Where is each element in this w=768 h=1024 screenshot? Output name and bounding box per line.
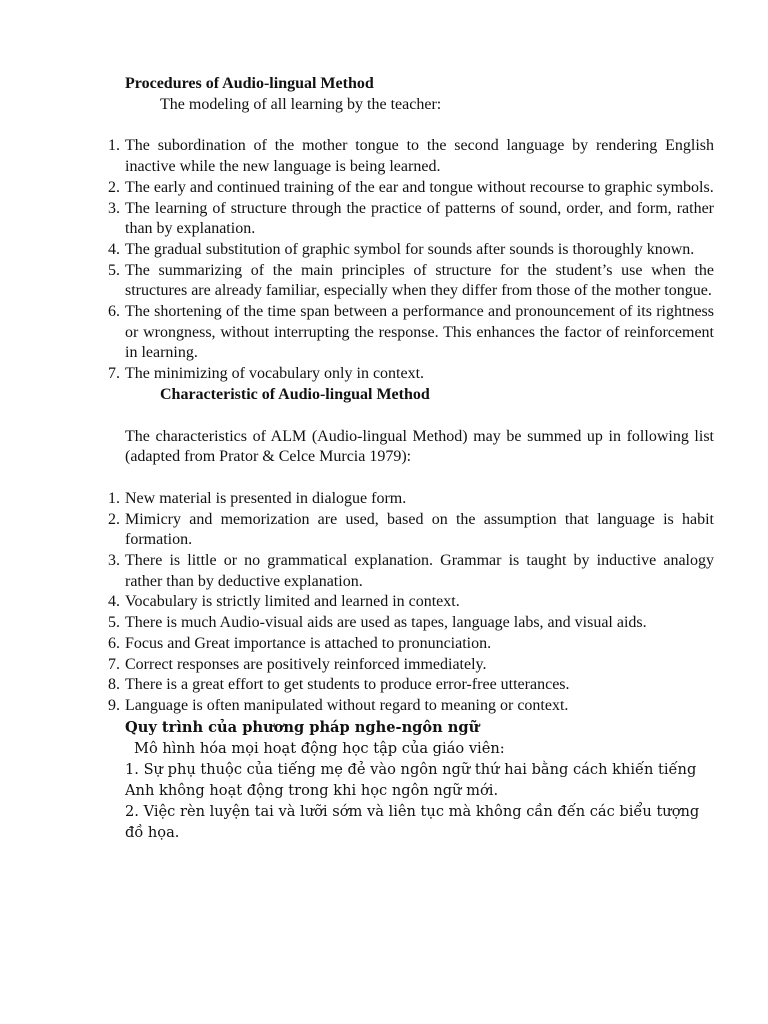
procedures-subline: The modeling of all learning by the teacher: [160,95,442,113]
list-item-text: Vocabulary is strictly limited and learned in context. [125,593,460,611]
list-item-number: 5. [108,614,120,632]
list-item [108,510,714,551]
list-item [108,261,714,302]
list-item-text: The minimizing of vocabulary only in context. [125,365,425,383]
list-item-number: 3. [108,199,120,217]
list-item-text: There is much Audio-visual aids are used as tapes, language labs, and visual aids. [125,614,647,632]
list-item-text: New material is presented in dialogue form. [125,489,407,507]
characteristic-heading: Characteristic of Audio-lingual Method [160,385,430,403]
list-item [108,364,714,385]
list-item-number: 1. [108,489,120,507]
procedures-heading: Procedures of Audio-lingual Method [125,75,374,92]
list-item-number: 1. [108,137,120,155]
list-item-number: 5. [108,261,120,279]
list-item-text: The gradual substitution of graphic symbol for sounds after sounds is thoroughly known. [125,240,695,258]
list-item-number: 7. [108,365,120,383]
spacer [125,115,714,136]
characteristic-intro: The characteristics of ALM (Audio-lingual Method) may be summed up in following list (adapted from Prator & Celce Murcia 1979): [125,427,714,466]
list-item [108,240,714,261]
list-item-text: Focus and Great importance is attached to pronunciation. [125,634,492,652]
list-item-number: 3. [108,552,120,570]
list-item-text: The subordination of the mother tongue to the second language by rendering English inactive while the new language is being learned. [125,137,714,176]
spacer [125,468,714,489]
list-item-number: 7. [108,655,120,673]
list-item [108,592,714,613]
list-item-text: The learning of structure through the practice of patterns of sound, order, and form, rather than by explanation. [125,199,714,238]
list-item [108,302,714,364]
list-item [108,199,714,240]
spacer [125,406,714,427]
list-item-text: Correct responses are positively reinforced immediately. [125,655,487,673]
vietnamese-section [125,717,714,843]
list-item [108,634,714,655]
list-item-number: 4. [108,593,120,611]
list-item-text: The summarizing of the main principles of structure for the student’s use when the structures are already familiar, especially when they differ from those of the mother tongue. [125,261,714,300]
characteristics-list [108,489,714,717]
list-item-text: Language is often manipulated without regard to meaning or context. [125,696,569,714]
list-item-number: 4. [108,240,120,258]
vietnamese-heading: Quy trình của phương pháp nghe-ngôn ngữ [125,718,480,736]
list-item [108,489,714,510]
vietnamese-subline: Mô hình hóa mọi hoạt động học tập của giáo viên: [134,739,505,757]
document-content [108,74,714,843]
list-item-text: Mimicry and memorization are used, based on the assumption that language is habit formation. [125,510,714,549]
vietnamese-paragraph-1: 1. Sự phụ thuộc của tiếng mẹ đẻ vào ngôn ngữ thứ hai bằng cách khiến tiếng Anh không hoạt động trong khi học ngôn ngữ mới. [125,760,697,799]
list-item-number: 6. [108,634,120,652]
list-item-text: The early and continued training of the ear and tongue without recourse to graphic symbols. [125,178,714,196]
list-item-text: The shortening of the time span between a performance and pronouncement of its rightness or wrongness, without interrupting the response. This enhances the factor of reinforcement in learning. [125,303,714,362]
list-item-text: There is little or no grammatical explanation. Grammar is taught by inductive analogy rather than by deductive explanation. [125,552,714,590]
list-item-number: 2. [108,510,120,528]
list-item [108,696,714,717]
list-item-number: 2. [108,178,120,196]
list-item-number: 8. [108,676,120,694]
list-item-number: 6. [108,303,120,321]
list-item [108,178,714,199]
list-item-text: There is a great effort to get students to produce error-free utterances. [125,676,570,694]
list-item [108,613,714,634]
list-item-number: 9. [108,696,120,714]
list-item [108,551,714,592]
procedures-list [108,136,714,384]
list-item [108,675,714,696]
vietnamese-paragraph-2: 2. Việc rèn luyện tai và lưỡi sớm và liên tục mà không cần đến các biểu tượng đồ họa. [125,802,700,841]
list-item [108,136,714,177]
list-item [108,655,714,676]
